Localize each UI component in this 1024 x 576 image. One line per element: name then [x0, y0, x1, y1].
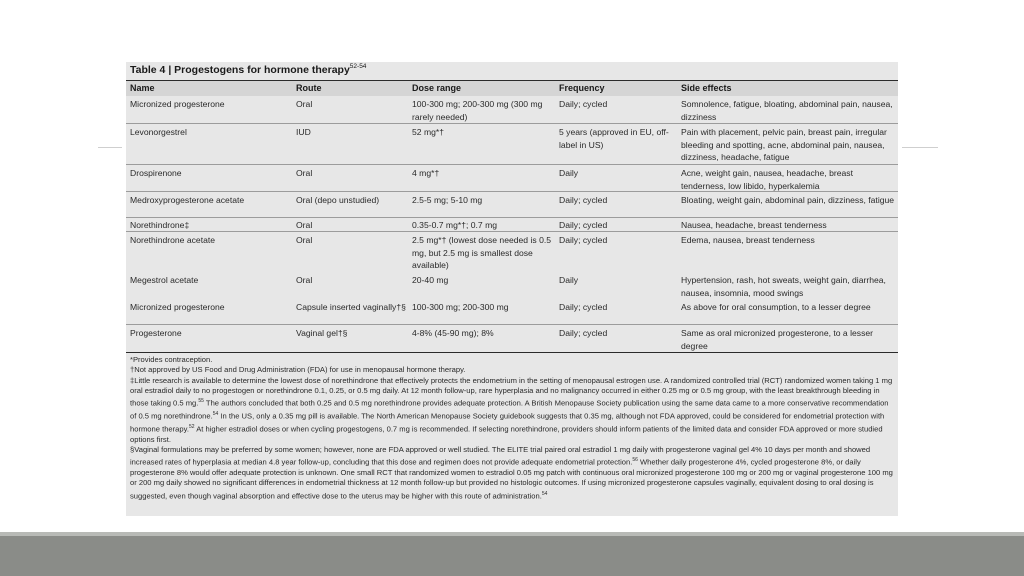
footnote-contraception: *Provides contraception. [130, 355, 213, 364]
table-row [126, 124, 898, 164]
table-row [126, 192, 898, 218]
column-header-route: Route [296, 83, 322, 93]
footnote-norethindrone: ‡Little research is available to determine the lowest dose of norethindrone that effectively protects the endometrium in the setting of menopausal estrogen use. A randomized controlled trial (RCT) randomized women taking 1 mg oral estradiol daily to no progestogen or norethindrone 0.1, 0.25, or 0.5 mg daily. At 12 month follow-up, rare hyperplasia and no malignancy occurred in either 0.25 mg or 0.5 mg group, with the least breakthrough bleeding in those taking 0.5 mg.$^{55}$ The authors concluded that both 0.25 and 0.5 mg norethindrone provides adequate protection. A British Menopause Society publication using the same data came to a more conservative recommendation of 0.5 mg norethindrone.$^{54}$ In the US, only a 0.35 mg pill is available. The North American Menopause Society guidebook suggests that 0.35 mg, although not FDA approved, could be considered for endometrial protection with hormone therapy.$^{52}$ At higher estradiol doses or when cycling progestogens, 0.7 mg is recommended. If selecting norethindrone, providers should inform patients of the limited data and consider FDA approved or more studied options first. [130, 375, 893, 444]
cell-route: Oral [296, 220, 313, 230]
cell-dose: 52 mg*† [412, 127, 445, 137]
cell-frequency: Daily; cycled [559, 220, 608, 230]
cell-name: Megestrol acetate [130, 275, 199, 285]
cell-side-effects: Nausea, headache, breast tenderness [681, 220, 827, 230]
cell-name: Levonorgestrel [130, 127, 187, 137]
cell-side-effects: Hypertension, rash, hot sweats, weight gain, diarrhea, nausea, insomnia, mood swings [681, 275, 886, 298]
table-row [126, 96, 898, 123]
cell-name: Drospirenone [130, 168, 182, 178]
footnote-not-fda-approved: †Not approved by US Food and Drug Administration (FDA) for use in menopausal hormone therapy. [130, 365, 466, 375]
cell-dose: 4 mg*† [412, 168, 440, 178]
cell-side-effects: As above for oral consumption, to a lesser degree [681, 302, 871, 312]
cell-frequency: 5 years (approved in EU, off-label in US) [559, 127, 669, 150]
cell-route: Capsule inserted vaginally†§ [296, 302, 406, 312]
cell-side-effects: Somnolence, fatigue, bloating, abdominal pain, nausea, dizziness [681, 99, 893, 122]
cell-dose: 0.35-0.7 mg*†; 0.7 mg [412, 220, 498, 230]
cell-frequency: Daily; cycled [559, 99, 608, 109]
footnote-vaginal-formulations: §Vaginal formulations may be preferred by some women; however, none are FDA approved or well studied. The ELITE trial paired oral estradiol 1 mg daily with progesterone vaginal gel 4% 10 days per month and showed increased rates of hyperplasia at median 4.8 year follow-up, concluding that this dose and regimen does not provide adequate endometrial protection.$^{56}$ Whether daily progesterone 4%, cycled progesterone 8%, or daily progesterone 8% would offer adequate protection is unknown. One small RCT that randomized women to estradiol 0.05 mg patch with continuous oral micronized progesterone 100 mg or 200 mg or vaginal progesterone 100 mg or 200 mg daily showed no significant differences in endometrial thickness at 12 month follow-up but provided no histologic outcomes. If using micronized progesterone capsules vaginally, equivalent dosing to oral dosing is suggested, even though vaginal absorption and effective dose to the uterus may be higher with this route of administration.$^{54}$ [130, 444, 893, 501]
cell-route: Oral [296, 275, 313, 285]
cell-frequency: Daily [559, 168, 579, 178]
cell-name: Progesterone [130, 328, 182, 338]
cell-name: Norethindrone‡ [130, 220, 190, 230]
table-title: Table 4 | Progestogens for hormone therapy$^{52-54}$ [130, 63, 367, 76]
cell-route: Oral [296, 235, 313, 245]
cell-side-effects: Edema, nausea, breast tenderness [681, 235, 815, 245]
cell-frequency: Daily [559, 275, 579, 285]
left-divider-line [98, 147, 122, 148]
cell-route: Oral [296, 168, 313, 178]
table-row [126, 299, 898, 325]
table-footnotes [130, 355, 894, 502]
cell-dose: 2.5 mg*† (lowest dose needed is 0.5 mg, but 2.5 mg is smallest dose available) [412, 235, 552, 271]
cell-dose: 20-40 mg [412, 275, 449, 285]
table-row [126, 232, 898, 273]
cell-name: Norethindrone acetate [130, 235, 216, 245]
table-bottom-rule [126, 352, 898, 353]
table-row [126, 165, 898, 192]
cell-route: Vaginal gel†§ [296, 328, 348, 338]
table-header [126, 81, 898, 96]
title-reference: 52-54 [349, 63, 367, 70]
right-divider-line [902, 147, 938, 148]
progestogen-table [126, 62, 898, 516]
cell-name: Micronized progesterone [130, 99, 225, 109]
footer-stripe [0, 532, 1024, 536]
cell-frequency: Daily; cycled [559, 195, 608, 205]
table-row [126, 217, 898, 232]
column-header-frequency: Frequency [559, 83, 605, 93]
cell-route: Oral [296, 99, 313, 109]
cell-frequency: Daily; cycled [559, 302, 608, 312]
cell-side-effects: Same as oral micronized progesterone, to a lesser degree [681, 328, 874, 351]
cell-dose: 100-300 mg; 200-300 mg (300 mg rarely needed) [412, 99, 543, 122]
column-header-side-effects: Side effects [681, 83, 732, 93]
cell-dose: 2.5-5 mg; 5-10 mg [412, 195, 483, 205]
cell-route: IUD [296, 127, 311, 137]
cell-side-effects: Acne, weight gain, nausea, headache, breast tenderness, low libido, hyperkalemia [681, 168, 853, 191]
footer-bar [0, 532, 1024, 576]
cell-dose: 100-300 mg; 200-300 mg [412, 302, 509, 312]
cell-name: Micronized progesterone [130, 302, 225, 312]
cell-dose: 4-8% (45-90 mg); 8% [412, 328, 494, 338]
cell-side-effects: Pain with placement, pelvic pain, breast pain, irregular bleeding and spotting, acne, abdominal pain, nausea, dizziness, headache, fatigue [681, 127, 887, 163]
column-header-name: Name [130, 83, 155, 93]
cell-frequency: Daily; cycled [559, 328, 608, 338]
cell-side-effects: Bloating, weight gain, abdominal pain, dizziness, fatigue [681, 195, 895, 205]
cell-name: Medroxyprogesterone acetate [130, 195, 245, 205]
column-header-dose: Dose range [412, 83, 462, 93]
table-row [126, 325, 898, 352]
table-row [126, 272, 898, 298]
cell-route: Oral (depo unstudied) [296, 195, 380, 205]
cell-frequency: Daily; cycled [559, 235, 608, 245]
